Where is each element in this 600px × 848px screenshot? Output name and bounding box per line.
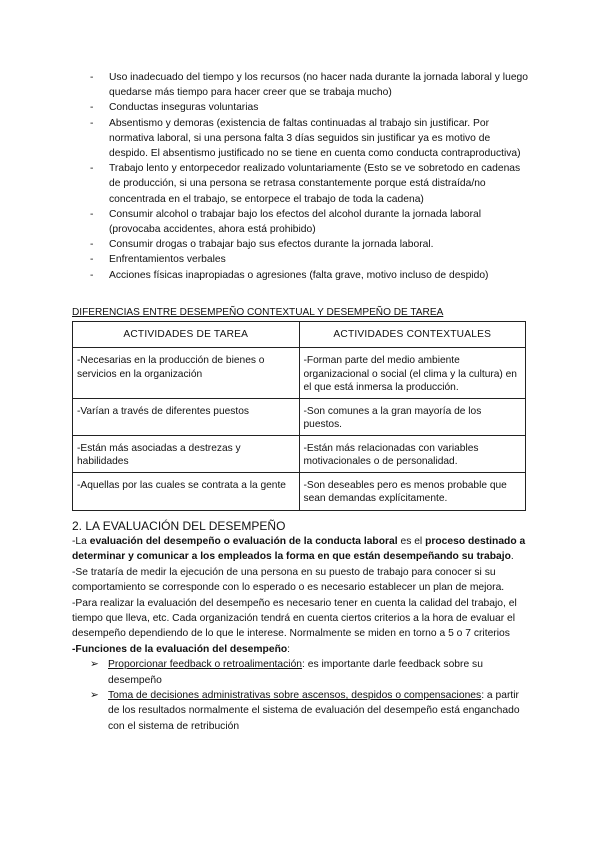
list-item-text: Uso inadecuado del tiempo y los recursos (no hacer nada durante la jornada laboral y luego quedarse más tiempo para hacer creer que se trabaja mucho) — [109, 72, 528, 99]
dash-marker: - — [90, 239, 94, 251]
list-item — [90, 252, 530, 267]
comparison-table — [72, 321, 526, 511]
list-item — [90, 116, 530, 162]
table-cell: -Están más asociadas a destrezas y habilidades — [73, 435, 300, 472]
list-item-text: Absentismo y demoras (existencia de faltas continuadas al trabajo sin justificar. Por normativa laboral, si una persona falta 3 días seguidos sin justificar ya es motivo de despido. El absentismo justificado no se tiene en cuenta como conducta contraproductiva) — [109, 117, 521, 160]
list-item-text: Conductas inseguras voluntarias — [109, 102, 259, 114]
bold-definition: proceso destinado a determinar y comunicar a los empleados la forma en que están desempeñando su trabajo — [72, 536, 526, 563]
dash-marker: - — [90, 163, 94, 175]
arrow-bullet-icon: ➢ — [90, 659, 99, 671]
definition-paragraph — [72, 534, 532, 565]
function-description: : es importante darle feedback sobre su desempeño — [108, 659, 483, 686]
list-item — [90, 237, 530, 252]
table-title: DIFERENCIAS ENTRE DESEMPEÑO CONTEXTUAL Y DESEMPEÑO DE TAREA — [72, 307, 444, 318]
list-item — [72, 657, 532, 688]
text-span: . — [510, 551, 514, 563]
text-span: es el — [397, 536, 426, 547]
functions-list — [72, 657, 532, 734]
functions-heading — [72, 642, 532, 657]
table-cell: -Son deseables pero es menos probable que sean demandas explícitamente. — [299, 472, 526, 510]
table-cell: -Forman parte del medio ambiente organizacional o social (el clima y la cultura) en el que está inmersa la producción. — [299, 348, 526, 399]
dash-marker: - — [90, 72, 94, 83]
function-description: : a partir de los resultados normalmente el sistema de evaluación del desempeño está enganchado con el sistema de retribución — [108, 690, 520, 732]
bold-term: evaluación del desempeño o evaluación de la conducta laboral — [89, 536, 398, 547]
table-cell: -Aquellas por las cuales se contrata a la gente — [73, 472, 300, 510]
measurement-paragraph: -Se trataría de medir la ejecución de una persona en su puesto de trabajo para conocer si su comportamiento se corresponde con lo esperado o es necesario establecer un plan de mejora. — [72, 566, 505, 594]
list-item — [90, 268, 530, 283]
criteria-paragraph: -Para realizar la evaluación del desempeño es necesario tener en cuenta la calidad del trabajo, el tiempo que lleva, etc. Cada organización tendrá en cuenta ciertos criterios a la hora de evaluar el desempeño dependiendo de lo que le interese. Normalmente se miden en torno a 5 o 7 criterios — [72, 597, 517, 640]
list-item — [72, 688, 532, 734]
dash-marker: - — [90, 117, 94, 129]
performance-evaluation-section — [72, 518, 532, 734]
function-title: Proporcionar feedback o retroalimentación — [108, 659, 303, 671]
table-header-row — [73, 322, 526, 348]
table-cell: -Están más relacionadas con variables motivacionales o de personalidad. — [299, 435, 526, 472]
list-item-text: Enfrentamientos verbales — [109, 254, 226, 266]
list-item — [90, 70, 530, 100]
list-item-text: Acciones físicas inapropiadas o agresiones (falta grave, motivo incluso de despido) — [109, 269, 489, 281]
section-heading: 2. LA EVALUACIÓN DEL DESEMPEÑO — [72, 519, 286, 533]
counterproductive-behaviors-list — [90, 70, 530, 283]
text-span: -La — [72, 536, 90, 547]
list-item-text: Consumir drogas o trabajar bajo sus efectos durante la jornada laboral. — [109, 239, 434, 251]
header-task-activities: ACTIVIDADES DE TAREA — [73, 322, 300, 348]
dash-marker: - — [90, 254, 94, 266]
table-cell: -Son comunes a la gran mayoría de los puestos. — [299, 398, 526, 435]
text-span: : — [287, 643, 291, 655]
header-contextual-activities: ACTIVIDADES CONTEXTUALES — [299, 322, 526, 348]
dash-marker: - — [90, 208, 94, 220]
table-row — [73, 435, 526, 472]
table-cell: -Necesarias en la producción de bienes o servicios en la organización — [73, 348, 300, 399]
table-cell: -Varían a través de diferentes puestos — [73, 398, 300, 435]
function-title: Toma de decisiones administrativas sobre ascensos, despidos o compensaciones — [108, 690, 482, 702]
list-item — [90, 161, 530, 207]
dash-marker: - — [90, 102, 94, 114]
list-item-text: Trabajo lento y entorpecedor realizado voluntariamente (Esto se ve sobretodo en cadenas de producción, si una persona se retrasa constantemente porque está distraída/no concentrada en el trabajo, se entorpece el trabajo de toda la cadena) — [109, 163, 521, 205]
list-item — [90, 100, 530, 115]
table-row — [73, 398, 526, 435]
arrow-bullet-icon: ➢ — [90, 690, 99, 702]
list-item-text: Consumir alcohol o trabajar bajo los efectos del alcohol durante la jornada laboral (provocaba accidentes, ahora está prohibido) — [109, 208, 482, 236]
dash-marker: - — [90, 269, 94, 281]
table-row — [73, 348, 526, 399]
list-item — [90, 207, 530, 237]
bold-heading: -Funciones de la evaluación del desempeño — [72, 643, 288, 655]
table-row — [73, 472, 526, 510]
